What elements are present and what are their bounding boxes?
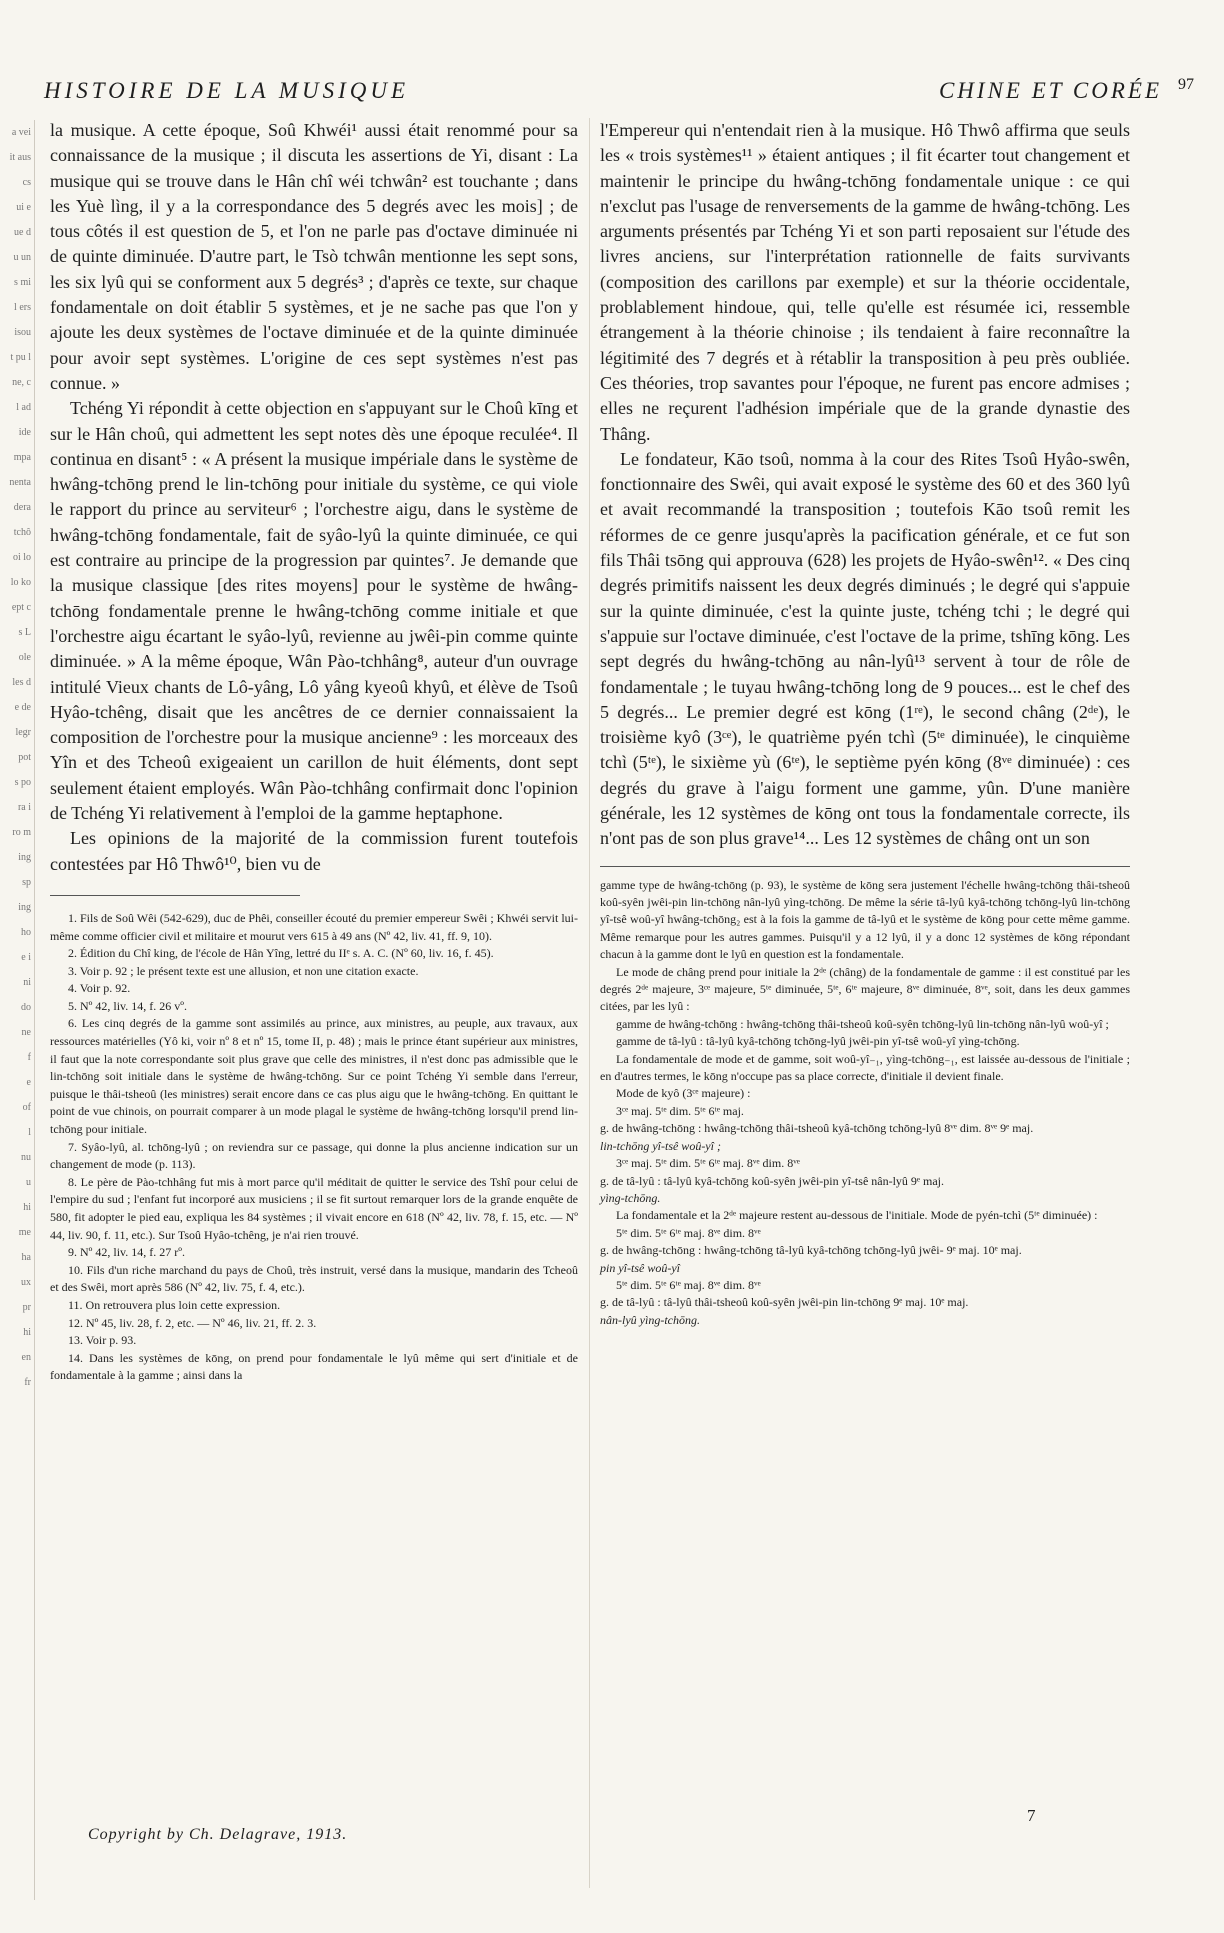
- gutter-fragment: me: [18, 1227, 31, 1238]
- gutter-fragment: e i: [21, 952, 31, 963]
- gutter-fragment: lo ko: [10, 577, 31, 588]
- left-column: [50, 118, 578, 1385]
- footnote-continuation: nân-lyû yìng-tchōng.: [600, 1312, 700, 1327]
- footnote-continuation: g. de hwâng-tchōng : hwâng-tchōng thâi-tsheoû kyâ-tchōng tchōng-lyû 8ᵛᵉ dim. 8ᵛᵉ 9ᵉ maj.: [600, 1121, 1034, 1136]
- footnote-continuation: La fondamentale de mode et de gamme, soit woû-yî₋₁, yìng-tchōng₋₁, est laissée au-dessous de l'initiale ; en d'autres termes, le kōng n'occupe pas sa place correcte, d'initiale il devient finale.: [600, 1051, 1130, 1084]
- gutter-fragment: nenta: [9, 477, 31, 488]
- footnote-rule: [50, 895, 300, 896]
- gutter-fragment: isou: [14, 327, 31, 338]
- gutter-fragment: ha: [21, 1252, 31, 1263]
- gutter-fragment: l: [28, 1127, 31, 1138]
- body-paragraph: la musique. A cette époque, Soû Khwéi¹ aussi était renommé pour sa connaissance de la musique ; il discuta les assertions de Yi, disant : La musique qui se trouve dans le Hân chî wéi tchwân² est touchante ; dans les Yuè lìng, il y a la correspondance des 5 degrés avec les mois] ; de tous côtés il est question de 5, et l'on ne parle pas d'octave diminuée ni de quinte diminuée. D'autre part, le Tsò tchwân mentionne les sept sons, les six lyû qui se conforment aux 5 degrés³ ; d'après ce texte, sur chaque fondamentale on doit établir 5 systèmes, et je ne sache pas que l'on y ajoute les deux systèmes de l'octave diminuée et de la quinte diminuée pour avoir sept systèmes. L'origine de ces sept systèmes n'est pas connue. »: [50, 120, 578, 393]
- gutter-fragment: ne, c: [12, 377, 31, 388]
- gutter-fragment: tchô: [13, 527, 31, 538]
- left-body-text: [50, 118, 578, 877]
- footnote: 2. Édition du Chî king, de l'école de Hân Yîng, lettré du IIᵉ s. A. C. (Nº 60, liv. 16, f. 45).: [68, 946, 494, 961]
- gutter-fragment: hi: [23, 1327, 31, 1338]
- footnote: 14. Dans les systèmes de kōng, on prend pour fondamentale le lyû même qui sert d'initiale et de fondamentale à la gamme ; ainsi dans la: [50, 1350, 578, 1383]
- gutter-fragment: ole: [18, 652, 31, 663]
- gutter-fragment: fr: [24, 1377, 31, 1388]
- gutter-fragment: s L: [18, 627, 31, 638]
- footnote-continuation: pin yî-tsê woû-yî: [600, 1260, 680, 1275]
- footnote: 7. Syâo-lyû, al. tchōng-lyû ; on reviendra sur ce passage, qui donne la plus ancienne indication sur un changement de mode (p. 113).: [50, 1139, 578, 1172]
- gutter-fragment: ing: [18, 852, 31, 863]
- gutter-fragment: do: [21, 1002, 31, 1013]
- gutter-fragment: e: [26, 1077, 31, 1088]
- footnote-continuation: 5ᵗᵉ dim. 5ᵗᵉ 6ᵗᵉ maj. 8ᵛᵉ dim. 8ᵛᵉ: [616, 1225, 761, 1240]
- footnote: 4. Voir p. 92.: [68, 981, 131, 996]
- gutter-fragment: a vei: [11, 127, 31, 138]
- gutter-fragment: s mi: [14, 277, 31, 288]
- gutter-fragment: cs: [22, 177, 31, 188]
- gutter-fragment: hi: [23, 1202, 31, 1213]
- footnote: 10. Fils d'un riche marchand du pays de Choû, très instruit, versé dans la musique, mandarin des Tcheoû et des Swêi, mort après 586 (Nº 42, liv. 75, f. 4, etc.).: [50, 1262, 578, 1295]
- gutter-fragment: it aus: [9, 152, 31, 163]
- gutter-fragment: u: [26, 1177, 31, 1188]
- gutter-fragment: les d: [12, 677, 31, 688]
- gutter-fragment: ro m: [12, 827, 31, 838]
- gutter-fragment: legr: [15, 727, 31, 738]
- gutter-fragment: ept c: [11, 602, 31, 613]
- footnote-continuation: gamme type de hwâng-tchōng (p. 93), le système de kōng sera justement l'échelle hwâng-tchōng thâi-tsheoû koû-syên jwêi-pin lin-tchōng nân-lyû yìng-tchōng. De même la série tâ-lyû kyâ-tchōng tchōng-lyû lin-tchōng yî-tsê woû-yî hwâng-tchōng₂ est à la fois la gamme de tâ-lyû et le système de kōng pour cette même gamme. Même remarque pour les autres gammes. Puisqu'il y a 12 lyû, il y a donc 12 systèmes de kōng répondant chacun à la gamme dont le lyû en question est la fondamentale.: [600, 877, 1130, 962]
- footnote: 5. Nº 42, liv. 14, f. 26 vº.: [68, 998, 187, 1013]
- column-separator: [589, 118, 590, 1888]
- footnote-continuation: gamme de hwâng-tchōng : hwâng-tchōng thâi-tsheoû koû-syên tchōng-lyû lin-tchōng nân-lyû woû-yî ;: [616, 1016, 1109, 1031]
- gutter-fragment: dera: [13, 502, 31, 513]
- body-paragraph: Les opinions de la majorité de la commission furent toutefois contestées par Hô Thwô¹⁰, bien vu de: [50, 828, 578, 874]
- left-footnotes: [50, 910, 578, 1385]
- footnote-continuation: Mode de kyô (3ᶜᵉ majeure) :: [616, 1086, 751, 1101]
- footnote: 12. Nº 45, liv. 28, f. 2, etc. — Nº 46, liv. 21, ff. 2. 3.: [68, 1315, 317, 1330]
- footnote-rule-right: [600, 866, 1130, 867]
- gutter-fragment: sp: [22, 877, 31, 888]
- page-number: 97: [1178, 76, 1194, 93]
- footnote-continuation: lin-tchōng yî-tsê woû-yî ;: [600, 1138, 721, 1153]
- footnote-continuation: yìng-tchōng.: [600, 1190, 661, 1205]
- gutter-fragment: of: [22, 1102, 31, 1113]
- gutter-fragment: oi lo: [12, 552, 31, 563]
- right-column: [600, 118, 1130, 1329]
- gutter-fragment: pot: [18, 752, 31, 763]
- footnote-continuation: La fondamentale et la 2ᵈᵉ majeure restent au-dessous de l'initiale. Mode de pyén-tchì (5ᵗᵉ diminuée) :: [616, 1208, 1098, 1223]
- gutter-fragment: ne: [21, 1027, 31, 1038]
- footnote-continuation: g. de tâ-lyû : tâ-lyû kyâ-tchōng koû-syên jwêi-pin yî-tsê nân-lyû 9ᵉ maj.: [600, 1173, 944, 1188]
- gutter-fragment: ho: [21, 927, 31, 938]
- body-paragraph: Tchéng Yi répondit à cette objection en s'appuyant sur le Choû kīng et sur le Hân choû, qui admettent les sept notes dès une époque reculée⁴. Il continua en disant⁵ : « A présent la musique impériale dans le système de hwâng-tchōng prend le lin-tchōng pour initiale du système, ce qui viole le rapport du prince au serviteur⁶ ; l'orchestre aigu, dans le système de hwâng-tchōng fondamentale, fait de syâo-lyû la quinte diminuée, ce qui est contraire au principe de la progression par quintes⁷. Je demande que la musique classique [des rites moyens] pour le système de hwâng-tchōng fondamentale prenne le hwâng-tchōng comme initiale et que l'orchestre aigu écartant le syâo-lyû, revienne au jwêi-pin comme quinte diminuée. » A la même époque, Wân Pào-tchhâng⁸, auteur d'un ouvrage intitulé Vieux chants de Lô-yâng, Lô yâng kyeoû khyû, et élève de Tsoû Hyâo-tchêng, disait que les ancêtres de ce dernier connaissaient la composition de l'orchestre pour la musique ancienne⁹ : les morceaux des Yîn et des Tcheoû exigeaient un carillon de huit éléments, dont sept seulement étaient employés. Wân Pào-tchhâng confirmait donc l'opinion de Tchéng Yi relativement à l'emploi de la gamme heptaphone.: [50, 398, 578, 824]
- gutter-fragment: mpa: [13, 452, 31, 463]
- footnote: 1. Fils de Soû Wêi (542-629), duc de Phêi, conseiller écouté du premier empereur Swêi ; Khwéi servit lui-même comme officier civil et militaire et mourut vers 615 à 49 ans (Nº 42, liv. 41, ff. 9, 10).: [50, 910, 578, 943]
- gutter-fragment: l ad: [16, 402, 31, 413]
- gutter-fragment: e de: [14, 702, 31, 713]
- gutter-fragment: ux: [21, 1277, 31, 1288]
- footnote-continuation: 3ᶜᵉ maj. 5ᵗᵉ dim. 5ᵗᵉ 6ᵗᵉ maj.: [616, 1103, 744, 1118]
- right-footnotes: [600, 877, 1130, 1330]
- body-paragraph: Le fondateur, Kāo tsoû, nomma à la cour des Rites Tsoû Hyâo-swên, fonctionnaire des Swêi, qui avait exposé le système des 60 et des 360 lyû et avait recommandé la transposition ; toutefois Kāo tsoû remit les réformes de ce genre jusqu'après la pacification générale, et ce fut son fils Thâi tsōng qui approuva (628) les projets de Hyâo-swên¹². « Des cinq degrés primitifs naissent les deux degrés diminués ; le degré qui s'appuie sur la quinte diminuée, c'est la quinte juste, tchéng tchi ; le degré qui s'appuie sur l'octave diminuée, c'est l'octave de la prime, tshīng kōng. Les sept degrés du hwâng-tchōng au nân-lyû¹³ servent à tour de rôle de fondamentale ; le tuyau hwâng-tchōng long de 9 pouces... est le chef des 5 degrés... Le premier degré est kōng (1ʳᵉ), le second châng (2ᵈᵉ), le troisième kyô (3ᶜᵉ), le quatrième pyén tchì (5ᵗᵉ diminuée), le cinquième tchì (5ᵗᵉ), le sixième yù (6ᵗᵉ), le septième pyén kōng (8ᵛᵉ diminuée) : ces degrés du grave à l'aigu forment une gamme, yûn. D'une manière générale, les 12 systèmes de kōng ont tous la fondamentale correcte, ils n'ont pas de son plus grave¹⁴... Les 12 systèmes de châng ont un son: [600, 448, 1130, 849]
- gutter-fragment: nu: [21, 1152, 31, 1163]
- signature-mark: 7: [1027, 1806, 1036, 1825]
- footnote: 8. Le père de Pào-tchhâng fut mis à mort parce qu'il méditait de quitter le service des Tshî pour celui de l'empire du sud ; l'enfant fut incorporé aux musiciens ; il se fit surtout remarquer lors de la grande enquête de 580, fit adopter le pied eau, expliqua les 84 systèmes ; il vivait encore en 618 (Nº 42, liv. 78, f. 15, etc. — Nº 44, liv. 90, f. 11, etc.). Sur Tsoû Hyâo-tchêng, je n'ai rien trouvé.: [50, 1174, 578, 1242]
- gutter-fragment: s po: [14, 777, 31, 788]
- header-right-title: CHINE ET CORÉE: [938, 78, 1162, 103]
- gutter-fragment: u un: [13, 252, 31, 263]
- footnote: 11. On retrouvera plus loin cette expression.: [68, 1297, 281, 1312]
- footnote-continuation: g. de tâ-lyû : tâ-lyû thâi-tsheoû koû-syên jwêi-pin lin-tchōng 9ᵉ maj. 10ᵉ maj.: [600, 1295, 969, 1310]
- gutter-fragment: ni: [23, 977, 31, 988]
- footnote-continuation: g. de hwâng-tchōng : hwâng-tchōng tâ-lyû kyâ-tchōng tchōng-lyû jwêi- 9ᵉ maj. 10ᵉ maj.: [600, 1243, 1022, 1258]
- footnote: 9. Nº 42, liv. 14, f. 27 rº.: [68, 1245, 185, 1260]
- footnote-continuation: gamme de tâ-lyû : tâ-lyû kyâ-tchōng tchōng-lyû jwêi-pin yî-tsê woû-yî yìng-tchōng.: [616, 1034, 1020, 1049]
- gutter-fragment: ra i: [17, 802, 31, 813]
- gutter-fragment: ui e: [16, 202, 31, 213]
- footnote-continuation: Le mode de châng prend pour initiale la 2ᵈᵉ (châng) de la fondamentale de gamme : il est constitué par les degrés 2ᵈᵉ majeure, 3ᶜᵉ majeure, 5ᵗᵉ diminuée, 5ᵗᵉ, 6ᵗᵉ majeure, 8ᵛᵉ diminuée, 8ᵛᵉ, soit, dans les deux gammes citées, par les lyû :: [600, 964, 1130, 1014]
- right-body-text: [600, 118, 1130, 852]
- footnote: 13. Voir p. 93.: [68, 1333, 137, 1348]
- footnote: 6. Les cinq degrés de la gamme sont assimilés au prince, aux ministres, au peuple, aux travaux, aux ressources matérielles (Yô ki, voir nº 8 et nº 15, tome II, p. 48) ; mais le prince étant supérieur aux ministres, il faut que la note correspondante soit plus grave que celle des ministres, il n'est donc pas admissible que le lin-tchōng soit initiale dans le système de hwâng-tchōng. Sur ce point Tchéng Yi semble dans l'erreur, puisque le thâi-tsheoû (les ministres) serait encore dans ce cas plus aigu que le hwâng-tchōng. En quittant le point de vue chinois, on pourrait comparer à un mode plagal le système de hwâng-tchōng lorsqu'il prend lin-tchōng pour initiale.: [50, 1016, 578, 1137]
- gutter-fragment: ing: [18, 902, 31, 913]
- footnote: 3. Voir p. 92 ; le présent texte est une allusion, et non une citation exacte.: [68, 963, 419, 978]
- gutter-fragment: pr: [22, 1302, 31, 1313]
- footnote-continuation: 3ᶜᵉ maj. 5ᵗᵉ dim. 5ᵗᵉ 6ᵗᵉ maj. 8ᵛᵉ dim. 8ᵛᵉ: [616, 1156, 800, 1171]
- footnote-continuation: 5ᵗᵉ dim. 5ᵗᵉ 6ᵗᵉ maj. 8ᵛᵉ dim. 8ᵛᵉ: [616, 1277, 761, 1292]
- running-header: [44, 78, 1194, 110]
- gutter-fragment: en: [21, 1352, 31, 1363]
- gutter-fragment: ide: [18, 427, 31, 438]
- header-left-title: HISTOIRE DE LA MUSIQUE: [44, 78, 410, 103]
- body-paragraph: l'Empereur qui n'entendait rien à la musique. Hô Thwô affirma que seuls les « trois systèmes¹¹ » étaient antiques ; il fit écarter tout changement et maintenir le principe du hwâng-tchōng fondamentale unique : ce qui n'exclut pas l'usage de renversements de la gamme de hwâng-tchōng. Les arguments présentés par Tchéng Yi et son parti reposaient sur l'étude des livres anciens, sur l'interprétation rationnelle de faits survivants (composition des carillons par exemple) et sur la théorie occidentale, problablement hindoue, qui, telle qu'elle est résumée ici, ressemble étrangement à la théorie chinoise ; ils tendaient à faire reconnaître la légitimité des 7 degrés et à rétablir la transposition à peu près oubliée. Ces théories, trop savantes pour l'époque, ne furent pas encore admises ; elles ne reçurent l'adhésion impériale que de la grande dynastie des Thâng.: [600, 120, 1130, 444]
- adjacent-page-gutter: [0, 120, 35, 1900]
- gutter-fragment: f: [27, 1052, 31, 1063]
- gutter-fragment: ue d: [14, 227, 31, 238]
- copyright-line: Copyright by Ch. Delagrave, 1913.: [88, 1826, 348, 1843]
- gutter-fragment: t pu l: [10, 352, 31, 363]
- gutter-fragment: l ers: [14, 302, 31, 313]
